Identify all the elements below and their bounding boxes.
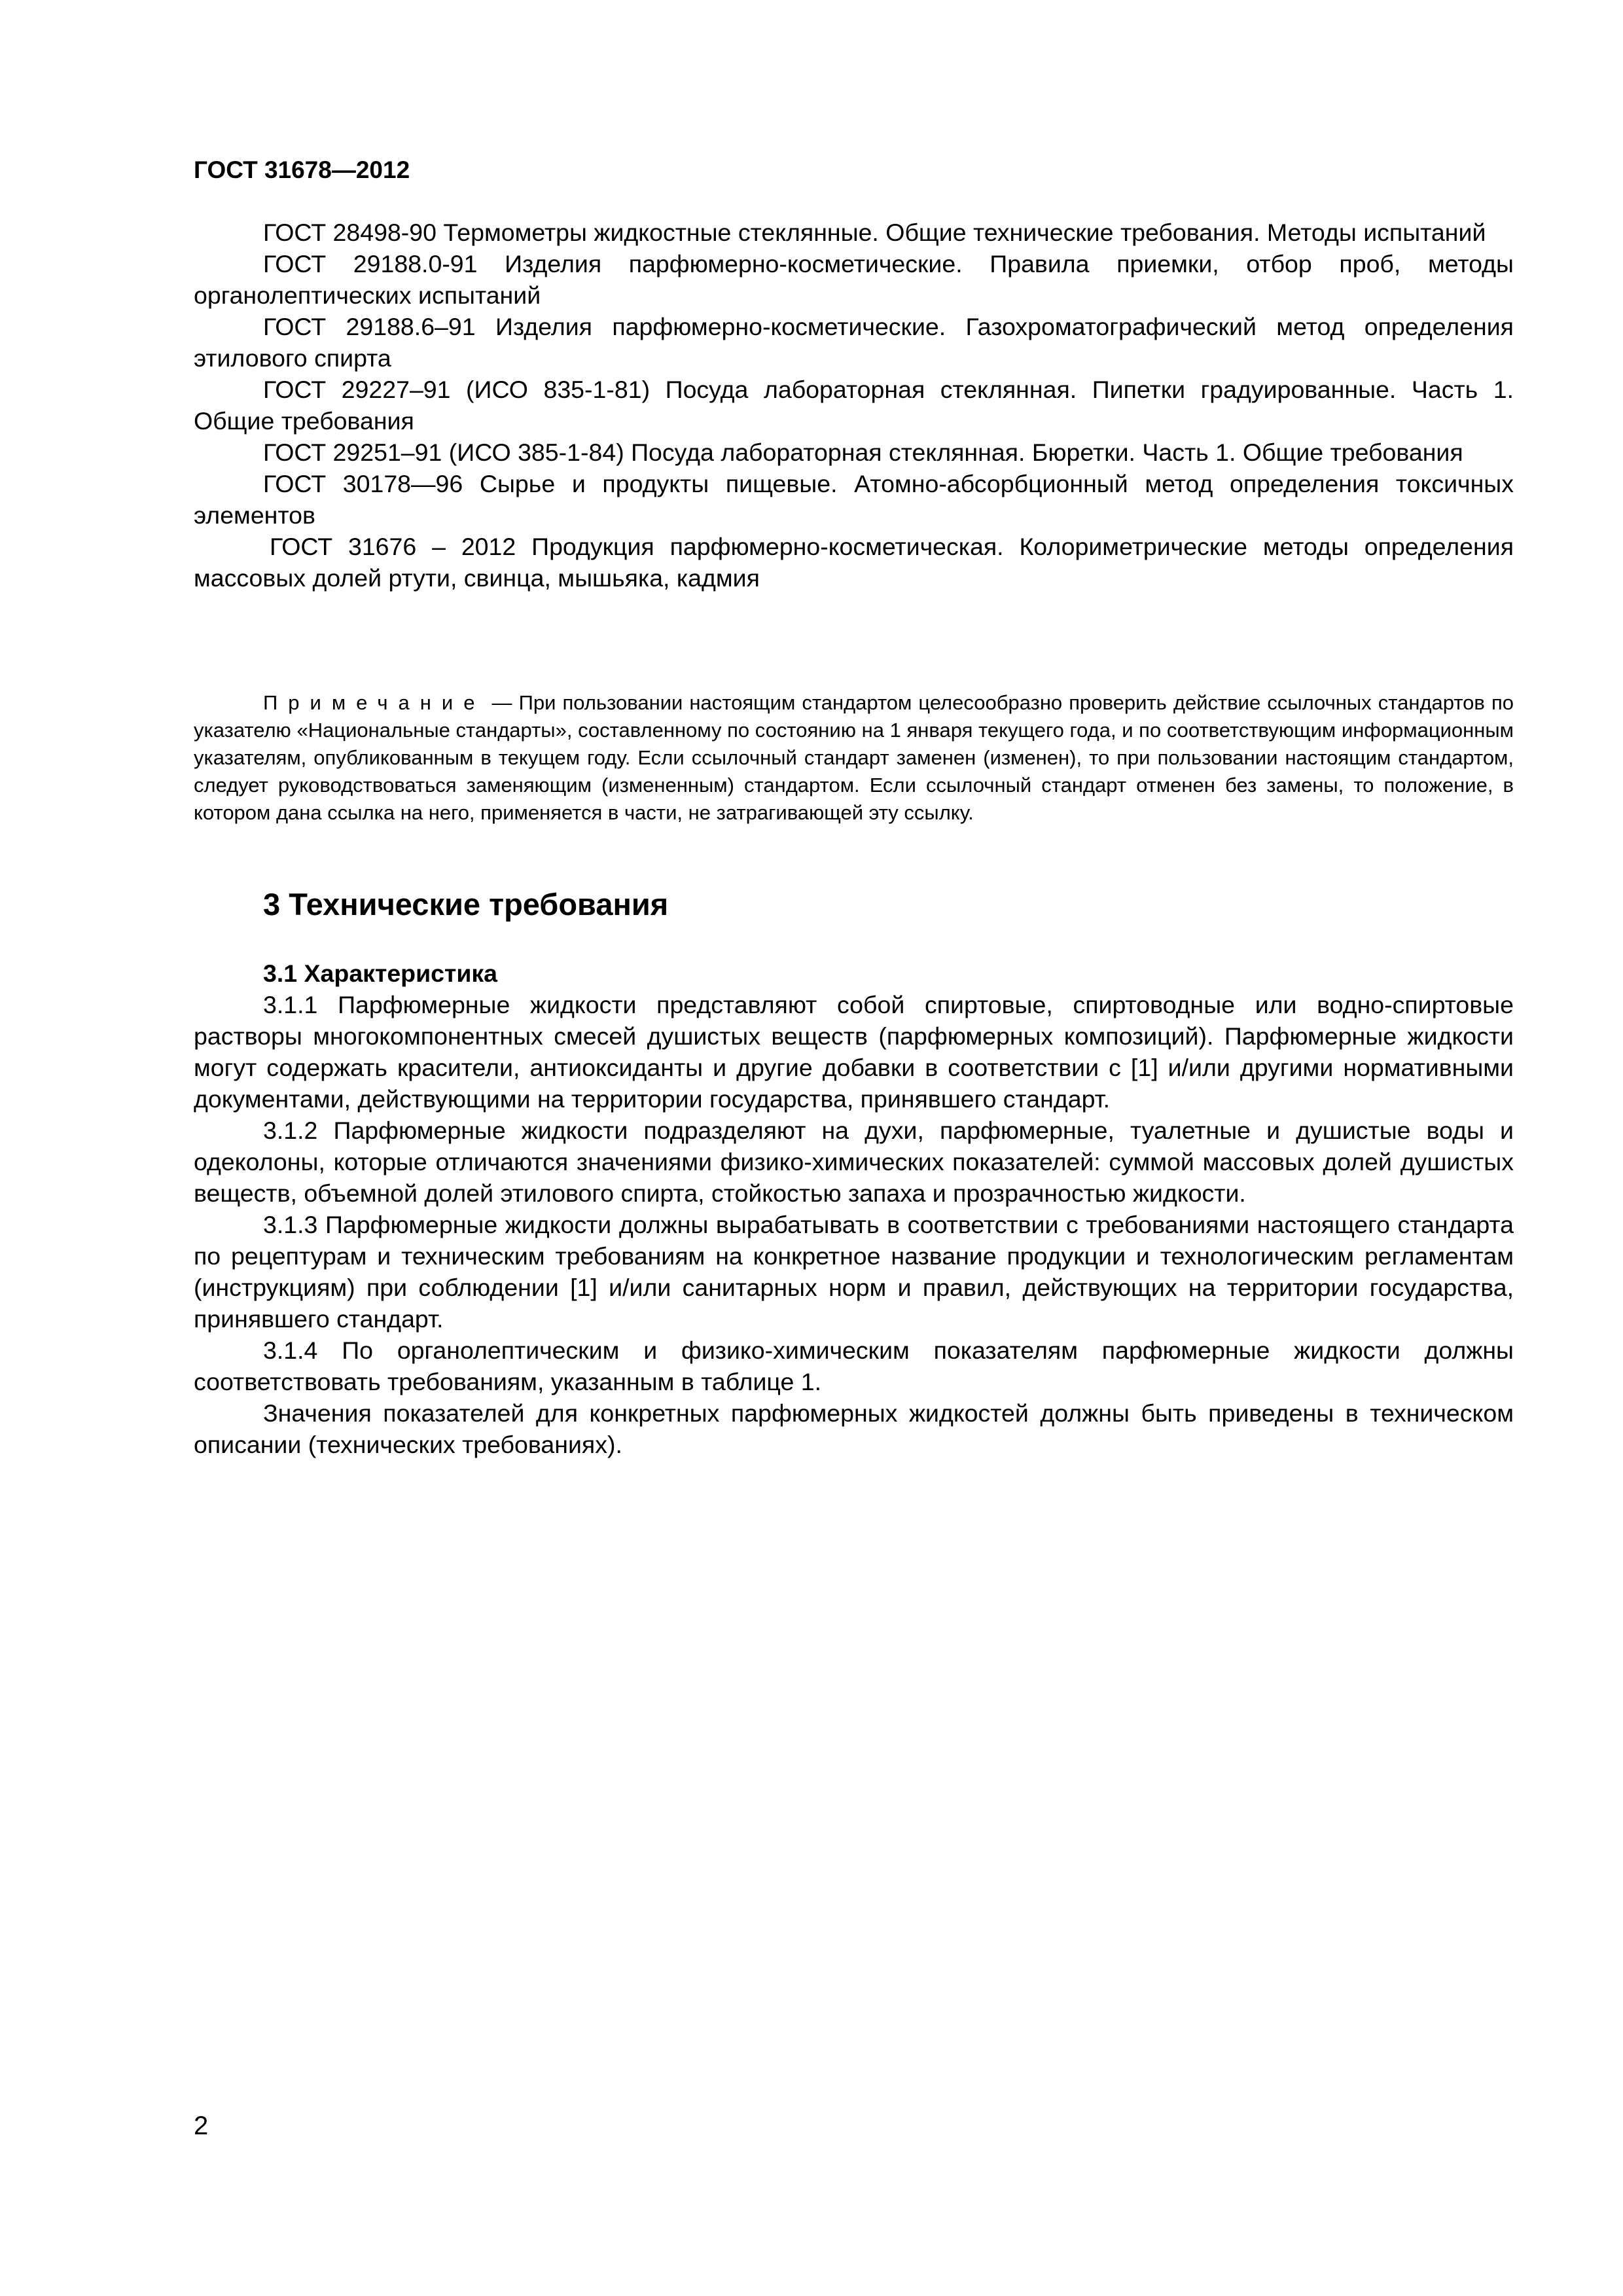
normative-references xyxy=(194,217,1514,594)
section-paragraph: Значения показателей для конкретных парфюмерных жидкостей должны быть приведены в техническом описании (технических требованиях). xyxy=(194,1399,1514,1458)
reference-item: ГОСТ 30178—96 Сырье и продукты пищевые. Атомно-абсорбционный метод определения токсичных элементов xyxy=(194,470,1514,529)
subsection-title: 3.1 Характеристика xyxy=(263,960,498,987)
section-paragraph: 3.1.3 Парфюмерные жидкости должны вырабатывать в соответствии с требованиями настоящего стандарта по рецептурам и техническим требованиям на конкретное название продукции и технологическим регламентам (инструкциям) при соблюдении [1] и/или санитарных норм и правил, действующих на территории государства, принявшего стандарт. xyxy=(194,1211,1514,1333)
reference-item: ГОСТ 28498-90 Термометры жидкостные стеклянные. Общие технические требования. Методы испытаний xyxy=(263,219,1486,246)
note-text: — При пользовании настоящим стандартом целесообразно проверить действие ссылочных стандартов по указателю «Национальные стандарты», составленному по состоянию на 1 января текущего года, и по соответствующим информационным указателям, опубликованным в текущем году. Если ссылочный стандарт заменен (изменен), то при пользовании настоящим стандартом, следует руководствоваться заменяющим (измененным) стандартом. Если ссылочный стандарт отменен без замены, то положение, в котором дана ссылка на него, применяется в части, не затрагивающей эту ссылку. xyxy=(194,691,1514,824)
reference-item: ГОСТ 29251–91 (ИСО 385-1-84) Посуда лабораторная стеклянная. Бюретки. Часть 1. Общие требования xyxy=(263,439,1463,466)
reference-item: ГОСТ 29227–91 (ИСО 835-1-81) Посуда лабораторная стеклянная. Пипетки градуированные. Часть 1. Общие требования xyxy=(194,376,1514,435)
note-label: Примечание xyxy=(263,691,486,714)
section-body xyxy=(194,989,1514,1460)
reference-item: ГОСТ 31676 – 2012 Продукция парфюмерно-косметическая. Колориметрические методы определения массовых долей ртути, свинца, мышьяка, кадмия xyxy=(194,533,1514,592)
document-header: ГОСТ 31678—2012 xyxy=(194,156,410,183)
section-paragraph: 3.1.1 Парфюмерные жидкости представляют собой спиртовые, спиртоводные или водно-спиртовые растворы многокомпонентных смесей душистых веществ (парфюмерных композиций). Парфюмерные жидкости могут содержать красители, антиоксиданты и другие добавки в соответствии с [1] и/или другими нормативными документами, действующими на территории государства, принявшего стандарт. xyxy=(194,991,1514,1113)
note-block xyxy=(194,689,1514,827)
reference-item: ГОСТ 29188.0-91 Изделия парфюмерно-косметические. Правила приемки, отбор проб, методы органолептических испытаний xyxy=(194,250,1514,309)
section-title: 3 Технические требования xyxy=(263,887,669,922)
section-paragraph: 3.1.2 Парфюмерные жидкости подразделяют на духи, парфюмерные, туалетные и душистые воды и одеколоны, которые отличаются значениями физико-химических показателей: суммой массовых долей душистых веществ, объемной долей этилового спирта, стойкостью запаха и прозрачностью жидкости. xyxy=(194,1117,1514,1207)
page-number: 2 xyxy=(194,2111,209,2140)
section-paragraph: 3.1.4 По органолептическим и физико-химическим показателям парфюмерные жидкости должны соответствовать требованиям, указанным в таблице 1. xyxy=(194,1336,1514,1395)
reference-item: ГОСТ 29188.6–91 Изделия парфюмерно-косметические. Газохроматографический метод определения этилового спирта xyxy=(194,313,1514,372)
